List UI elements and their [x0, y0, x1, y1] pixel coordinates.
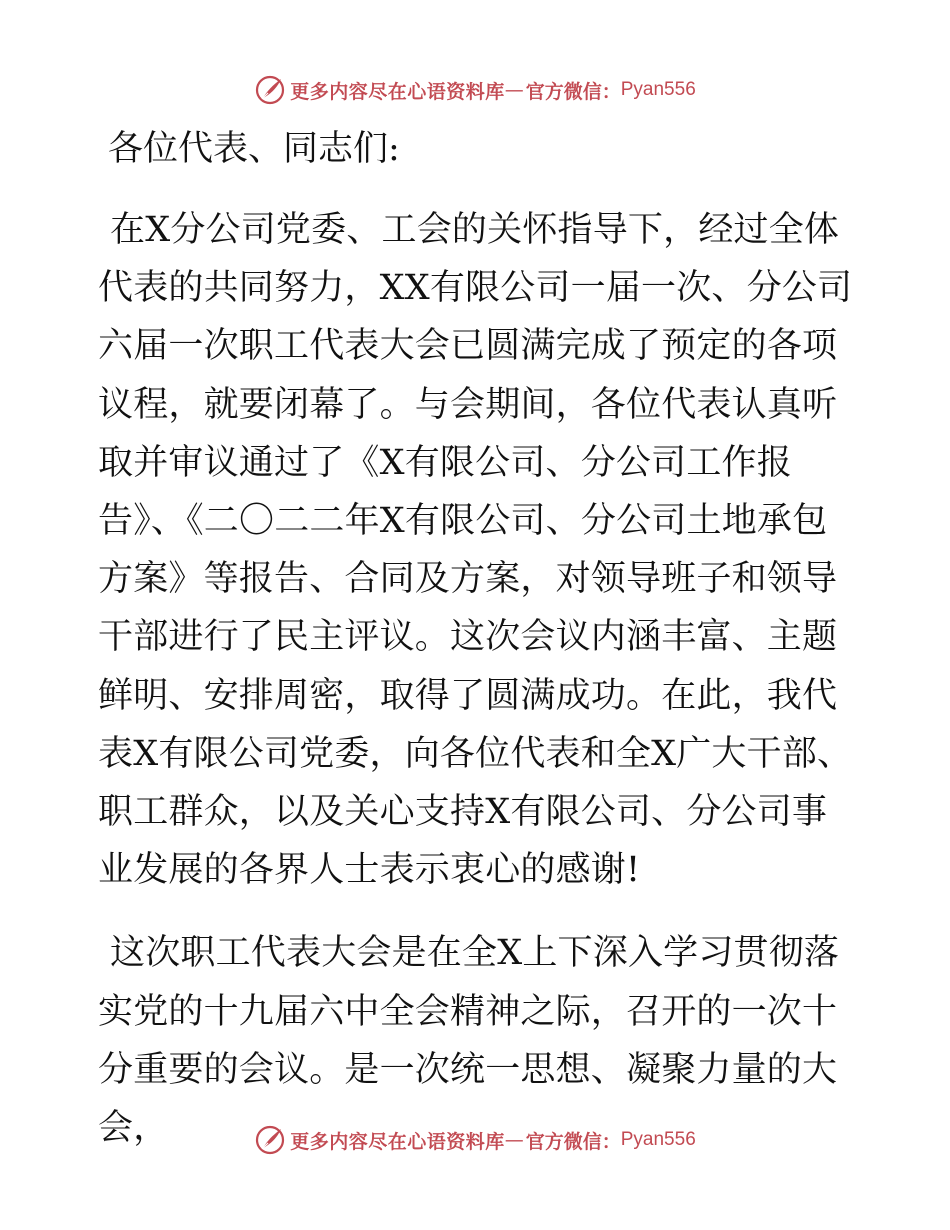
- watermark-wechat-label: 官方微信：: [525, 80, 621, 103]
- paragraph-2: 这次职工代表大会是在全X上下深入学习贯彻落实党的十九届六中全会精神之际，召开的一次十分重要的会议。是一次统一思想、凝聚力量的大会，: [98, 933, 840, 1149]
- feather-pen-logo-icon: [254, 74, 286, 106]
- watermark-main-text: 更多内容尽在心语资料库: [290, 1130, 505, 1153]
- watermark-dash: —: [504, 1129, 524, 1151]
- document-body: [98, 126, 858, 1157]
- salutation: 各位代表、同志们:: [108, 129, 400, 169]
- feather-pen-logo-icon: [254, 1124, 286, 1156]
- watermark-wechat-label: 官方微信：: [525, 1130, 621, 1153]
- header-watermark-banner: [0, 72, 950, 108]
- watermark-dash: —: [504, 79, 524, 101]
- paragraph-1: 在X分公司党委、工会的关怀指导下，经过全体代表的共同努力，XX有限公司一届一次、分公司六届一次职工代表大会已圆满完成了预定的各项议程，就要闭幕了。与会期间，各位代表认真听取并审议通过了《X有限公司、分公司工作报告》、《二〇二二年X有限公司、分公司土地承包方案》等报告、合同及方案，对领导班子和领导干部进行了民主评议。这次会议内涵丰富、主题鲜明、安排周密，取得了圆满成功。在此，我代表X有限公司党委，向各位代表和全X广大干部、职工群众，以及关心支持X有限公司、分公司事业发展的各界人士表示衷心的感谢!: [98, 210, 853, 891]
- watermark-main-text: 更多内容尽在心语资料库: [290, 80, 505, 103]
- watermark-wechat-id: Pyan556: [620, 79, 696, 100]
- watermark-wechat-id: Pyan556: [620, 1129, 696, 1150]
- footer-watermark-banner: [0, 1122, 950, 1158]
